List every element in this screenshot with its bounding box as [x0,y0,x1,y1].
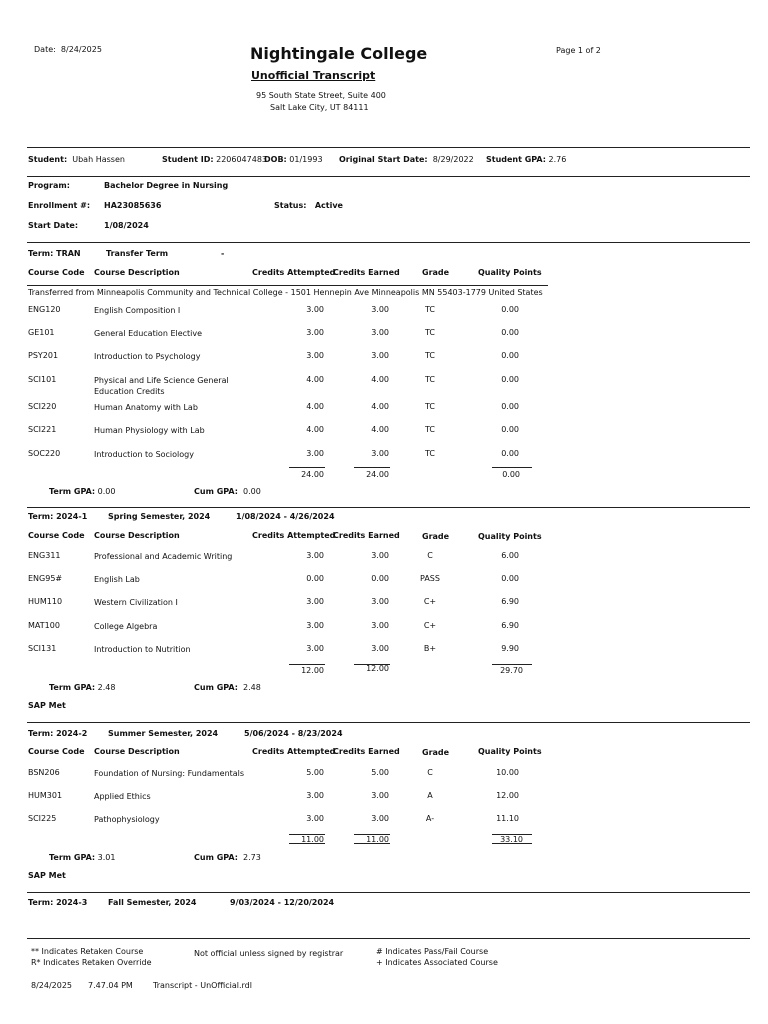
quality-points: 0.00 [501,375,519,384]
course-description: Pathophysiology [94,815,160,824]
total-line [492,467,532,468]
credits-attempted: 4.00 [306,425,324,434]
column-header-course-code: Course Code [28,747,85,756]
course-description: English Composition I [94,306,181,315]
transfer-note: Transferred from Minneapolis Community and Technical College - 1501 Hennepin Ave Minneapolis MN 55403-1779 United States [28,288,543,297]
credits-earned: 3.00 [371,621,389,630]
course-description: Human Physiology with Lab [94,426,205,435]
term-name: Transfer Term [106,249,169,258]
term-code: Term: 2024-1 [28,512,88,521]
column-header-course-code: Course Code [28,531,85,540]
total-quality-points: 29.70 [500,666,523,675]
official-notice: Not official unless signed by registrar [194,949,344,958]
credits-earned: 3.00 [371,644,389,653]
grade: TC [424,425,435,434]
sap-status: SAP Met [28,701,66,710]
legend-retaken-override: R* Indicates Retaken Override [31,958,152,967]
enrollment-status: Status: Active [274,201,343,210]
grade: PASS [420,574,440,583]
quality-points: 0.00 [501,574,519,583]
grade: C [427,551,433,560]
student-name: Student: Ubah Hassen [28,155,125,164]
quality-points: 0.00 [501,449,519,458]
cum-gpa: Cum GPA: 0.00 [194,487,261,496]
print-footer-date: 8/24/2025 [31,981,73,990]
start-date: 1/08/2024 [104,221,149,230]
total-underline [289,843,325,844]
enrollment-number: HA23085636 [104,201,162,210]
grade: C [427,768,433,777]
quality-points: 0.00 [501,351,519,360]
credits-earned: 0.00 [371,574,389,583]
course-code: PSY201 [28,351,59,360]
column-header-quality-points: Quality Points [478,532,542,541]
term-gpa: Term GPA: 3.01 [49,853,116,862]
grade: TC [424,305,435,314]
course-description: Introduction to Nutrition [94,645,191,654]
credits-earned: 3.00 [371,449,389,458]
grade: TC [424,328,435,337]
credits-earned: 3.00 [371,551,389,560]
sap-status: SAP Met [28,871,66,880]
total-credits-earned: 12.00 [366,664,389,673]
legend-pass-fail: # Indicates Pass/Fail Course [376,947,489,956]
credits-earned: 3.00 [371,305,389,314]
grade: TC [424,375,435,384]
credits-attempted: 3.00 [306,449,324,458]
divider [27,722,750,723]
quality-points: 6.90 [501,621,519,630]
total-line [492,664,532,665]
report-name: Transcript - UnOfficial.rdl [153,981,252,990]
quality-points: 10.00 [496,768,519,777]
credits-earned: 3.00 [371,791,389,800]
program-label: Program: [28,181,70,190]
header-underline [27,285,548,286]
course-code: SCI220 [28,402,57,411]
total-underline [492,843,532,844]
column-header-grade: Grade [422,268,450,277]
student-id: Student ID: 2206047483 [162,155,268,164]
course-code: ENG120 [28,305,61,314]
course-code: SCI221 [28,425,57,434]
credits-earned: 4.00 [371,425,389,434]
grade: TC [424,351,435,360]
quality-points: 12.00 [496,791,519,800]
credits-attempted: 5.00 [306,768,324,777]
total-quality-points: 33.10 [500,835,523,844]
term-name: Spring Semester, 2024 [108,512,211,521]
student-gpa: Student GPA: 2.76 [486,155,567,164]
course-code: ENG311 [28,551,61,560]
column-header-credits-earned: Credits Earned [333,268,400,277]
course-description: Introduction to Psychology [94,352,201,361]
column-header-quality-points: Quality Points [478,747,542,756]
credits-earned: 3.00 [371,814,389,823]
term-code: Term: 2024-3 [28,898,88,907]
course-code: BSN206 [28,768,60,777]
course-description: College Algebra [94,622,158,631]
course-description: Applied Ethics [94,792,151,801]
column-header-course-description: Course Description [94,268,180,277]
quality-points: 0.00 [501,305,519,314]
credits-earned: 5.00 [371,768,389,777]
total-line [289,467,325,468]
term-dates: - [221,249,225,258]
total-line [354,467,390,468]
grade: TC [424,449,435,458]
course-description: Introduction to Sociology [94,450,194,459]
credits-attempted: 4.00 [306,375,324,384]
quality-points: 6.00 [501,551,519,560]
term-gpa: Term GPA: 2.48 [49,683,116,692]
total-quality-points: 0.00 [502,470,520,479]
course-code: MAT100 [28,621,60,630]
credits-earned: 4.00 [371,375,389,384]
credits-earned: 3.00 [371,597,389,606]
course-description: Physical and Life Science General Education Credits [94,376,229,396]
college-name: Nightingale College [250,44,428,63]
credits-attempted: 4.00 [306,402,324,411]
total-credits-earned: 11.00 [366,835,389,844]
page-number: Page 1 of 2 [556,46,601,55]
course-code: HUM110 [28,597,63,606]
divider [27,176,750,177]
print-footer-time: 7.47.04 PM [88,981,133,990]
column-header-credits-attempted: Credits Attempted [252,747,336,756]
grade: B+ [423,644,437,653]
grade: C+ [423,597,437,606]
column-header-quality-points: Quality Points [478,268,542,277]
total-credits-attempted: 12.00 [301,666,324,675]
quality-points: 0.00 [501,425,519,434]
term-dates: 1/08/2024 - 4/26/2024 [236,512,335,521]
course-code: SCI131 [28,644,57,653]
course-description: General Education Elective [94,329,203,338]
total-credits-attempted: 11.00 [301,835,324,844]
divider [27,147,750,148]
student-dob: DOB: 01/1993 [264,155,323,164]
column-header-credits-attempted: Credits Attempted [252,268,336,277]
credits-attempted: 3.00 [306,551,324,560]
course-code: HUM301 [28,791,63,800]
course-description: English Lab [94,575,140,584]
cum-gpa: Cum GPA: 2.73 [194,853,261,862]
credits-attempted: 3.00 [306,791,324,800]
divider [27,892,750,893]
credits-attempted: 3.00 [306,328,324,337]
term-code: Term: 2024-2 [28,729,88,738]
credits-attempted: 3.00 [306,597,324,606]
total-credits-earned: 24.00 [366,470,389,479]
quality-points: 0.00 [501,328,519,337]
total-line [289,664,325,665]
divider [27,242,750,243]
term-gpa: Term GPA: 0.00 [49,487,116,496]
column-header-credits-attempted: Credits Attempted [252,531,336,540]
program-name: Bachelor Degree in Nursing [104,181,229,190]
credits-attempted: 3.00 [306,305,324,314]
grade: TC [424,402,435,411]
total-credits-attempted: 24.00 [301,470,324,479]
column-header-credits-earned: Credits Earned [333,747,400,756]
divider [27,507,750,508]
course-description: Western Civilization I [94,598,178,607]
cum-gpa: Cum GPA: 2.48 [194,683,261,692]
quality-points: 6.90 [501,597,519,606]
course-code: SCI225 [28,814,57,823]
credits-attempted: 3.00 [306,644,324,653]
quality-points: 9.90 [501,644,519,653]
term-dates: 9/03/2024 - 12/20/2024 [230,898,335,907]
credits-attempted: 3.00 [306,351,324,360]
legend-retaken: ** Indicates Retaken Course [31,947,144,956]
course-code: ENG95# [28,574,63,583]
enrollment-label: Enrollment #: [28,201,91,210]
original-start-date: Original Start Date: 8/29/2022 [339,155,474,164]
credits-earned: 3.00 [371,351,389,360]
grade: A- [425,814,435,823]
total-underline [354,843,390,844]
term-dates: 5/06/2024 - 8/23/2024 [244,729,343,738]
credits-earned: 4.00 [371,402,389,411]
grade: A [427,791,433,800]
column-header-grade: Grade [422,748,450,757]
legend-associated: + Indicates Associated Course [376,958,498,967]
start-date-label: Start Date: [28,221,79,230]
credits-earned: 3.00 [371,328,389,337]
credits-attempted: 3.00 [306,621,324,630]
document-title: Unofficial Transcript [251,69,376,82]
grade: C+ [423,621,437,630]
divider [27,938,750,939]
term-name: Summer Semester, 2024 [108,729,219,738]
quality-points: 0.00 [501,402,519,411]
quality-points: 11.10 [496,814,519,823]
column-header-course-description: Course Description [94,531,180,540]
course-code: SCI101 [28,375,57,384]
college-address-line2: Salt Lake City, UT 84111 [270,103,369,112]
term-code: Term: TRAN [28,249,81,258]
course-description: Human Anatomy with Lab [94,403,198,412]
column-header-course-description: Course Description [94,747,180,756]
credits-attempted: 3.00 [306,814,324,823]
column-header-credits-earned: Credits Earned [333,531,400,540]
college-address-line1: 95 South State Street, Suite 400 [256,91,386,100]
credits-attempted: 0.00 [306,574,324,583]
column-header-grade: Grade [422,532,450,541]
course-description: Foundation of Nursing: Fundamentals [94,769,245,778]
print-date: Date: 8/24/2025 [34,45,102,54]
column-header-course-code: Course Code [28,268,85,277]
course-code: GE101 [28,328,55,337]
course-description: Professional and Academic Writing [94,552,233,561]
term-name: Fall Semester, 2024 [108,898,197,907]
course-code: SOC220 [28,449,61,458]
